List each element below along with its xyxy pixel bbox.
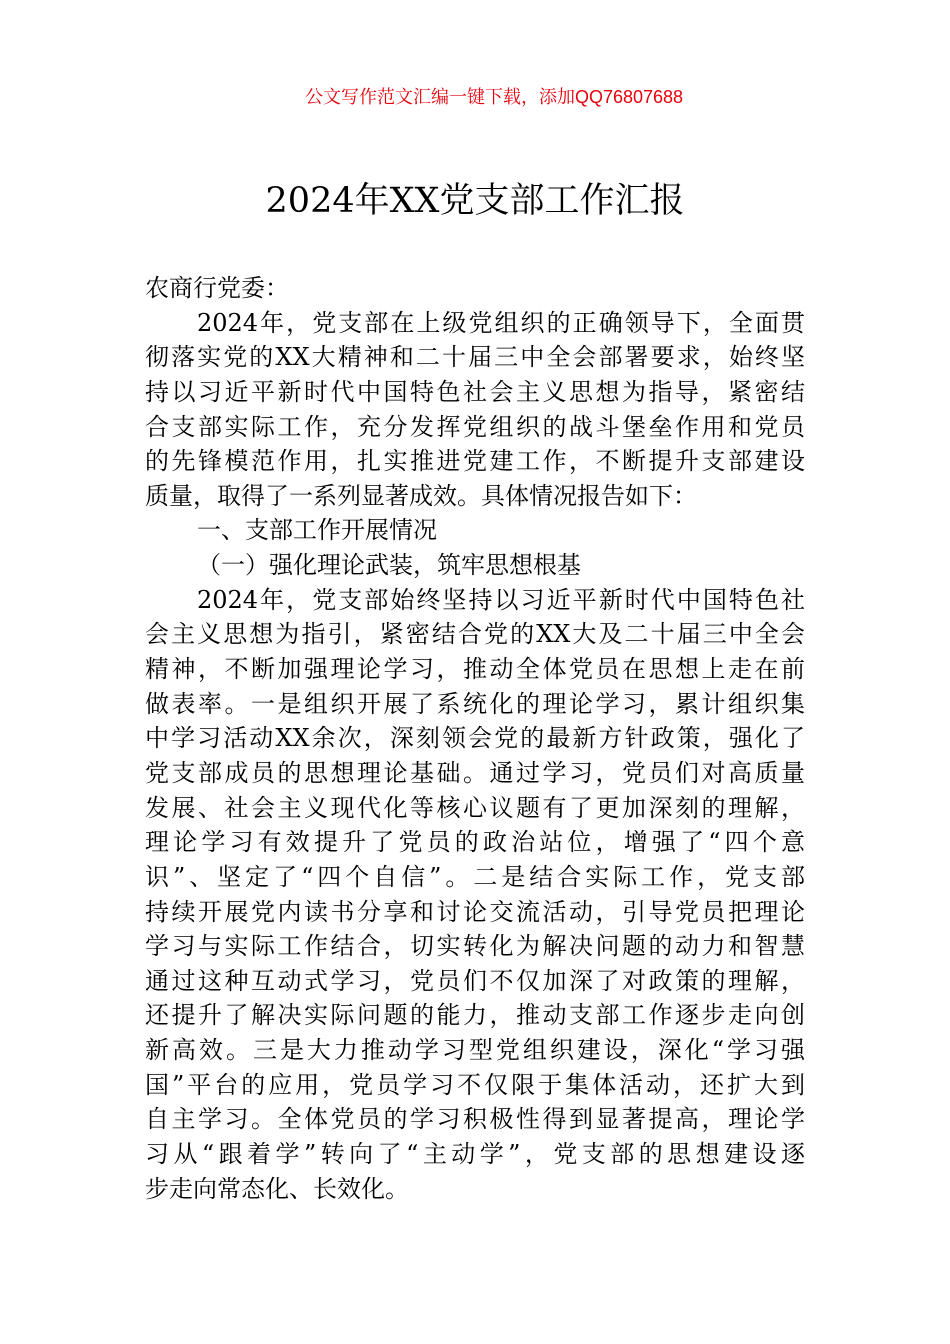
text-line: 通过这种互动式学习，党员们不仅加深了对政策的理解， [145,966,805,995]
text-line: 合支部实际工作，充分发挥党组织的战斗堡垒作用和党员 [145,412,805,441]
paragraph [145,548,805,583]
paragraph [145,513,805,548]
paragraph [145,583,805,1207]
text-line: 持续开展党内读书分享和讨论交流活动，引导党员把理论 [145,897,805,926]
text-line: 新高效。三是大力推动学习型党组织建设，深化“学习强 [145,1036,805,1065]
text-line: 学习与实际工作结合，切实转化为解决问题的动力和智慧 [145,932,805,961]
text-line: （一）强化理论武装，筑牢思想根基 [197,551,581,580]
document-title: 2024年XX党支部工作汇报 [265,181,685,221]
text-line: 做表率。一是组织开展了系统化的理论学习，累计组织集 [145,689,805,718]
text-line: 自主学习。全体党员的学习积极性得到显著提高，理论学 [145,1105,805,1134]
text-line: 一、支部工作开展情况 [197,516,437,545]
salutation [145,271,805,306]
text-line: 质量，取得了一系列显著成效。具体情况报告如下： [145,481,697,510]
text-line: 2024年，党支部始终坚持以习近平新时代中国特色社 [197,585,805,614]
text-line: 党支部成员的思想理论基础。通过学习，党员们对高质量 [145,758,805,787]
text-line: 发展、社会主义现代化等核心议题有了更加深刻的理解， [145,793,805,822]
text-line: 2024年，党支部在上级党组织的正确领导下，全面贯 [197,308,805,337]
text-line: 还提升了解决实际问题的能力，推动支部工作逐步走向创 [145,1001,805,1030]
text-line: 会主义思想为指引，紧密结合党的XX大及二十届三中全会 [145,620,805,649]
text-line: 理论学习有效提升了党员的政治站位，增强了“四个意 [145,828,805,857]
text-line: 的先锋模范作用，扎实推进党建工作，不断提升支部建设 [145,447,805,476]
text-line: 彻落实党的XX大精神和二十届三中全会部署要求，始终坚 [145,343,805,372]
text-line: 习从“跟着学”转向了“主动学”，党支部的思想建设逐 [145,1140,805,1169]
text-line: 识”、坚定了“四个自信”。二是结合实际工作，党支部 [145,862,805,891]
download-banner-link[interactable]: 公文写作范文汇编一键下载，添加QQ76807688 [304,87,684,107]
paragraph [145,306,805,514]
text-line: 持以习近平新时代中国特色社会主义思想为指导，紧密结 [145,377,805,406]
text-line: 国”平台的应用，党员学习不仅限于集体活动，还扩大到 [145,1070,805,1099]
text-line: 精神，不断加强理论学习，推动全体党员在思想上走在前 [145,655,805,684]
text-line: 中学习活动XX余次，深刻领会党的最新方针政策，强化了 [145,724,805,753]
text-line: 步走向常态化、长效化。 [145,1174,409,1203]
text-line: 农商行党委： [145,274,289,302]
document-body [145,271,805,1206]
